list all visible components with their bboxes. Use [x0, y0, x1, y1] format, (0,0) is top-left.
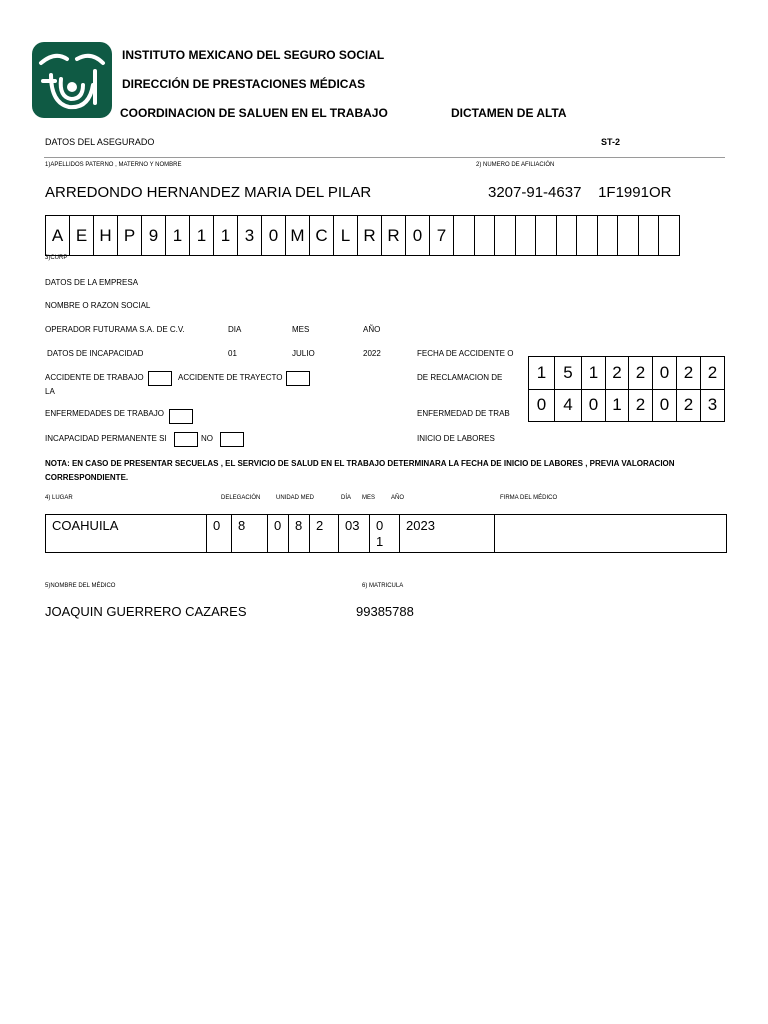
accident-date-digit-4: 2	[606, 357, 629, 390]
start-work-digit-1: 0	[529, 389, 555, 422]
name-label: 1)APELLIDOS PATERNO , MATERNO Y NOMBRE	[45, 162, 182, 168]
work-accident-checkbox[interactable]	[148, 371, 172, 386]
unit-digit-1: 0	[268, 515, 289, 553]
permanent-yes-checkbox[interactable]	[174, 432, 198, 447]
curp-char-5: 9	[142, 216, 166, 256]
curp-label: 3)CURP	[45, 255, 68, 261]
directorate-title: DIRECCIÓN DE PRESTACIONES MÉDICAS	[122, 77, 366, 91]
commute-accident-label: ACCIDENTE DE TRAYECTO	[178, 373, 283, 382]
document-title: DICTAMEN DE ALTA	[451, 106, 567, 120]
year-header: AÑO	[363, 325, 381, 334]
curp-char-7: 1	[190, 216, 214, 256]
curp-char-6: 1	[166, 216, 190, 256]
start-work-label: INICIO DE LABORES	[417, 434, 495, 443]
claim-label: DE RECLAMACION DE	[417, 373, 503, 382]
accident-date-digit-1: 1	[529, 357, 555, 390]
curp-char-20	[495, 216, 516, 256]
affiliation-label: 2) NUMERO DE AFILIACIÓN	[476, 162, 555, 168]
delegation-label: DELEGACIÓN	[221, 495, 261, 501]
start-work-digit-8: 3	[701, 389, 725, 422]
curp-char-23	[557, 216, 578, 256]
curp-char-28	[659, 216, 680, 256]
insured-section-label: DATOS DEL ASEGURADO	[45, 137, 155, 147]
start-work-digit-3: 0	[582, 389, 606, 422]
start-work-date-grid	[528, 389, 725, 422]
doctor-name: JOAQUIN GUERRERO CAZARES	[45, 604, 247, 619]
place-month-value: 0 1	[370, 515, 400, 553]
curp-char-27	[639, 216, 660, 256]
curp-char-15: R	[382, 216, 406, 256]
place-year-value: 2023	[400, 515, 495, 553]
curp-char-14: R	[358, 216, 382, 256]
accident-date-label: FECHA DE ACCIDENTE O	[417, 349, 514, 358]
accident-date-grid	[528, 356, 725, 390]
work-disease-label: ENFERMEDADES DE TRABAJO	[45, 409, 164, 418]
accident-date-digit-2: 5	[555, 357, 582, 390]
place-day-value: 03	[339, 515, 370, 553]
permanent-no-checkbox[interactable]	[220, 432, 244, 447]
work-accident-label: ACCIDENTE DE TRABAJO	[45, 373, 144, 382]
curp-char-22	[536, 216, 557, 256]
month-header: MES	[292, 325, 310, 334]
permanent-no-label: NO	[201, 434, 213, 443]
curp-char-11: M	[286, 216, 310, 256]
day-header: DIA	[228, 325, 242, 334]
section-divider	[44, 157, 725, 158]
accident-date-digit-7: 2	[677, 357, 701, 390]
insured-name: ARREDONDO HERNANDEZ MARIA DEL PILAR	[45, 184, 372, 201]
doctor-name-label: 5)NOMBRE DEL MÉDICO	[45, 583, 116, 589]
incapacity-year: 2022	[363, 349, 381, 358]
delegation-digit-1: 0	[207, 515, 232, 553]
start-work-digit-4: 1	[606, 389, 629, 422]
curp-char-24	[577, 216, 598, 256]
place-day-label: DÍA	[341, 495, 352, 501]
curp-char-13: L	[334, 216, 358, 256]
place-label: 4) LUGAR	[45, 495, 73, 501]
curp-char-18	[454, 216, 475, 256]
unit-label: UNIDAD MED	[276, 495, 315, 501]
accident-date-digit-5: 2	[629, 357, 653, 390]
commute-accident-checkbox[interactable]	[286, 371, 310, 386]
incapacity-label: DATOS DE INCAPACIDAD	[47, 349, 144, 358]
coordination-title: COORDINACION DE SALUEN EN EL TRABAJO	[120, 106, 388, 120]
unit-digit-2: 8	[289, 515, 310, 553]
company-name: OPERADOR FUTURAMA S.A. DE C.V.	[45, 325, 185, 334]
start-work-digit-7: 2	[677, 389, 701, 422]
curp-char-8: 1	[214, 216, 238, 256]
institute-title: INSTITUTO MEXICANO DEL SEGURO SOCIAL	[122, 48, 385, 62]
company-name-label: NOMBRE O RAZON SOCIAL	[45, 301, 151, 310]
curp-char-25	[598, 216, 619, 256]
curp-char-16: 0	[406, 216, 430, 256]
curp-char-26	[618, 216, 639, 256]
form-code: ST-2	[601, 137, 621, 147]
curp-char-21	[516, 216, 537, 256]
curp-char-1: A	[46, 216, 70, 256]
incapacity-month: JULIO	[292, 349, 315, 358]
claim-label-cont: LA	[45, 387, 55, 396]
delegation-digit-2: 8	[232, 515, 268, 553]
unit-digit-3: 2	[310, 515, 339, 553]
start-work-digit-5: 2	[629, 389, 653, 422]
curp-char-9: 3	[238, 216, 262, 256]
start-work-digit-6: 0	[653, 389, 677, 422]
accident-date-digit-6: 0	[653, 357, 677, 390]
accident-date-digit-3: 1	[582, 357, 606, 390]
curp-char-19	[475, 216, 496, 256]
incapacity-day: 01	[228, 349, 237, 358]
accident-date-digit-8: 2	[701, 357, 725, 390]
note-line-1: NOTA: EN CASO DE PRESENTAR SECUELAS , EL SERVICIO DE SALUD EN EL TRABAJO DETERMINARA LA FECHA DE INICIO DE LABORES , PREVIA VALORACION	[45, 459, 675, 468]
place-month-label: MES	[362, 495, 376, 501]
company-section-label: DATOS DE LA EMPRESA	[45, 278, 139, 287]
signature-label: FIRMA DEL MÉDICO	[500, 495, 558, 501]
place-value: COAHUILA	[46, 515, 207, 553]
note-line-2: CORRESPONDIENTE.	[45, 473, 129, 482]
curp-char-12: C	[310, 216, 334, 256]
start-work-digit-2: 4	[555, 389, 582, 422]
curp-char-4: P	[118, 216, 142, 256]
permanent-incapacity-label: INCAPACIDAD PERMANENTE SI	[45, 434, 167, 443]
doctor-id: 99385788	[356, 604, 414, 619]
curp-char-17: 7	[430, 216, 454, 256]
doctor-id-label: 6) MATRICULA	[362, 583, 404, 589]
work-disease-right-label: ENFERMEDAD DE TRAB	[417, 409, 510, 418]
imss-logo	[31, 41, 113, 119]
curp-char-2: E	[70, 216, 94, 256]
doctor-signature-field[interactable]	[495, 515, 726, 553]
curp-char-10: 0	[262, 216, 286, 256]
affiliation-number: 3207-91-4637 1F1991OR	[488, 184, 672, 201]
work-disease-checkbox[interactable]	[169, 409, 193, 424]
curp-grid	[45, 215, 680, 256]
place-year-label: AÑO	[391, 495, 405, 501]
curp-char-3: H	[94, 216, 118, 256]
